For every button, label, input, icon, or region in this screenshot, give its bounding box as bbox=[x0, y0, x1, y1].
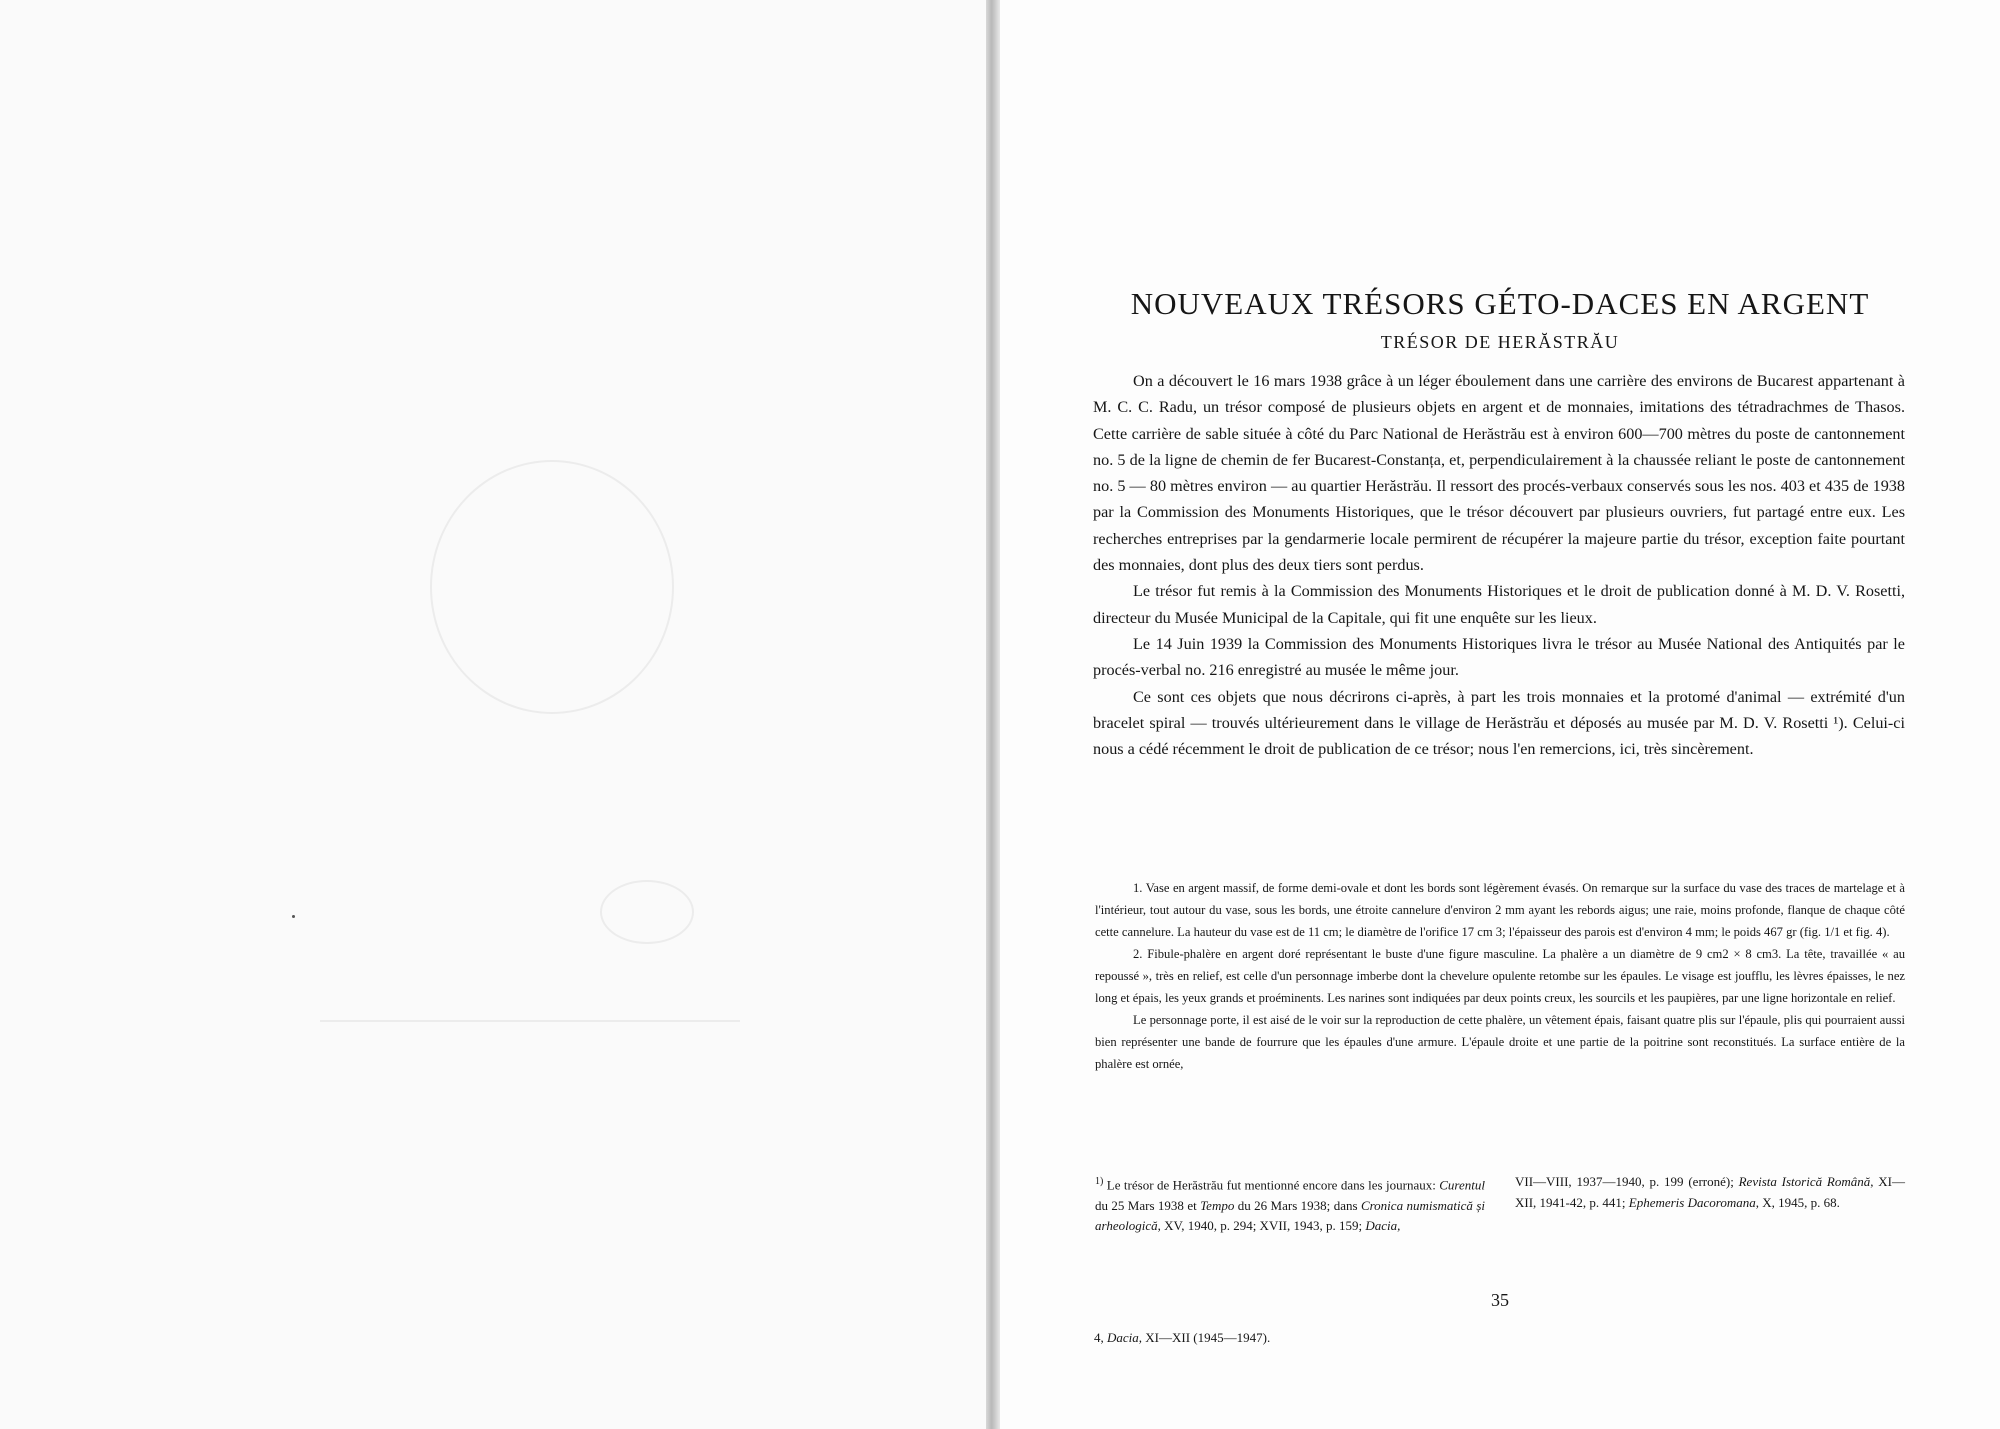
faint-show-through-caption bbox=[320, 1020, 740, 1022]
book-gutter bbox=[986, 0, 1000, 1429]
footnote-marker: 1) bbox=[1095, 1176, 1104, 1187]
footnotes bbox=[1095, 1172, 1905, 1237]
faint-show-through-circle-small bbox=[600, 880, 694, 944]
journal-title: Cronica numismatică și arheologică bbox=[1095, 1197, 1485, 1234]
footnote-text: , XV, 1940, p. 294; XVII, 1943, p. 159; bbox=[1157, 1218, 1363, 1234]
footnote-text: du 25 Mars 1938 et bbox=[1095, 1197, 1197, 1213]
page-number: 35 bbox=[1491, 1290, 1509, 1310]
footnote-text: Le trésor de Herăstrău fut mentionné encore dans les journaux: bbox=[1106, 1177, 1436, 1193]
footnote-text: , X, 1945, p. 68. bbox=[1755, 1194, 1840, 1210]
item-description: 2. Fibule-phalère en argent doré représentant le buste d'une figure masculine. La phalère a un diamètre de 9 cm2 × 8 cm3. La tête, travaillée « au repoussé », très en relief, est celle d'un personnage imberbe dont la chevelure opulente retombe sur les épaules. Le visage est joufflu, les lèvres épaisses, le nez long et épais, les yeux grands et proéminents. Les narines sont indiquées par deux points creux, les sourcils et les paupières, par une ligne horizontale en relief. bbox=[1095, 947, 1905, 1005]
journal-title: Tempo bbox=[1200, 1197, 1235, 1213]
journal-title: Ephemeris Dacoromana bbox=[1628, 1194, 1756, 1210]
article-title: NOUVEAUX TRÉSORS GÉTO-DACES EN ARGENT bbox=[1130, 286, 1870, 321]
footnote-column-2 bbox=[1515, 1172, 1905, 1237]
object-descriptions bbox=[1095, 877, 1905, 1075]
paragraph: Ce sont ces objets que nous décrirons ci-après, à part les trois monnaies et la protomé d'animal — extrémité d'un bracelet spiral — trouvés ultérieurement dans le village de Herăstrău et déposés au musée par M. D. V. Rosetti ¹). Celui-ci nous a cédé récemment le droit de publication de ce trésor; nous l'en remercions, ici, très sincèrement. bbox=[1093, 687, 1905, 759]
footnote-column-1 bbox=[1095, 1172, 1485, 1237]
item-description: 1. Vase en argent massif, de forme demi-ovale et dont les bords sont légèrement évasés. On remarque sur la surface du vase des traces de martelage et à l'intérieur, tout autour du vase, sous les bords, une étroite cannelure d'environ 2 mm ayant les rebords aigus; une raie, moins profonde, flanque de chaque côté cette cannelure. La hauteur du vase est de 11 cm; le diamètre de l'orifice 17 cm 3; l'épaisseur des parois est d'environ 4 mm; le poids 467 gr (fig. 1/1 et fig. 4). bbox=[1095, 881, 1905, 939]
signature-prefix: 4, bbox=[1094, 1330, 1104, 1345]
paragraph: Le trésor fut remis à la Commission des Monuments Historiques et le droit de publication donné à M. D. V. Rosetti, directeur du Musée Municipal de la Capitale, qui fit une enquête sur les lieux. bbox=[1093, 582, 1905, 627]
signature-journal: Dacia, bbox=[1107, 1330, 1143, 1345]
speck bbox=[292, 915, 295, 918]
paragraph: Le 14 Juin 1939 la Commission des Monuments Historiques livra le trésor au Musée National des Antiquités par le procés-verbal no. 216 enregistré au musée le même jour. bbox=[1093, 634, 1905, 680]
article-subtitle: TRÉSOR DE HERĂSTRĂU bbox=[1380, 332, 1620, 352]
journal-title: Curentul bbox=[1439, 1177, 1486, 1193]
left-page-blank bbox=[0, 0, 988, 1429]
paragraph: On a découvert le 16 mars 1938 grâce à un léger éboulement dans une carrière des environs de Bucarest appartenant à M. C. C. Radu, un trésor composé de plusieurs objets en argent et de monnaies, imitations des tétradrachmes de Thasos. Cette carrière de sable située à côté du Parc National de Herăstrău est à environ 600—700 mètres du poste de cantonnement no. 5 de la ligne de chemin de fer Bucarest-Constanța, et, perpendiculairement à la chaussée reliant le poste de cantonnement no. 5 — 80 mètres environ — au quartier Herăstrău. Il ressort des procés-verbaux conservés sous les nos. 403 et 435 de 1938 par la Commission des Monuments Historiques, que le trésor découvert par plusieurs ouvriers, fut partagé entre eux. Les recherches entreprises par la gendarmerie locale permirent de récupérer la majeure partie du trésor, exception faite pourtant des monnaies, dont plus des deux tiers sont perdus. bbox=[1093, 372, 1905, 575]
journal-title: Dacia, bbox=[1365, 1218, 1401, 1234]
faint-show-through-circle bbox=[430, 460, 674, 714]
printer-signature bbox=[1094, 1330, 1270, 1346]
signature-volume: XI—XII (1945—1947). bbox=[1145, 1330, 1271, 1345]
journal-title: Revista Istorică Română bbox=[1738, 1174, 1871, 1189]
item-description: Le personnage porte, il est aisé de le voir sur la reproduction de cette phalère, un vêtement épais, faisant quatre plis sur l'épaule, plis qui pourraient aussi bien représenter une bande de fourrure que les épaules d'une armure. L'épaule droite et une partie de la poitrine sont reconstitués. La surface entière de la phalère est ornée, bbox=[1095, 1013, 1905, 1071]
footnote-text: VII—VIII, 1937—1940, p. 199 (erroné); bbox=[1515, 1174, 1734, 1189]
article-body bbox=[1093, 368, 1905, 762]
footnote-text: du 26 Mars 1938; dans bbox=[1237, 1197, 1358, 1213]
footnote-text: , XI—XII, 1941-42, p. 441; bbox=[1515, 1174, 1905, 1210]
